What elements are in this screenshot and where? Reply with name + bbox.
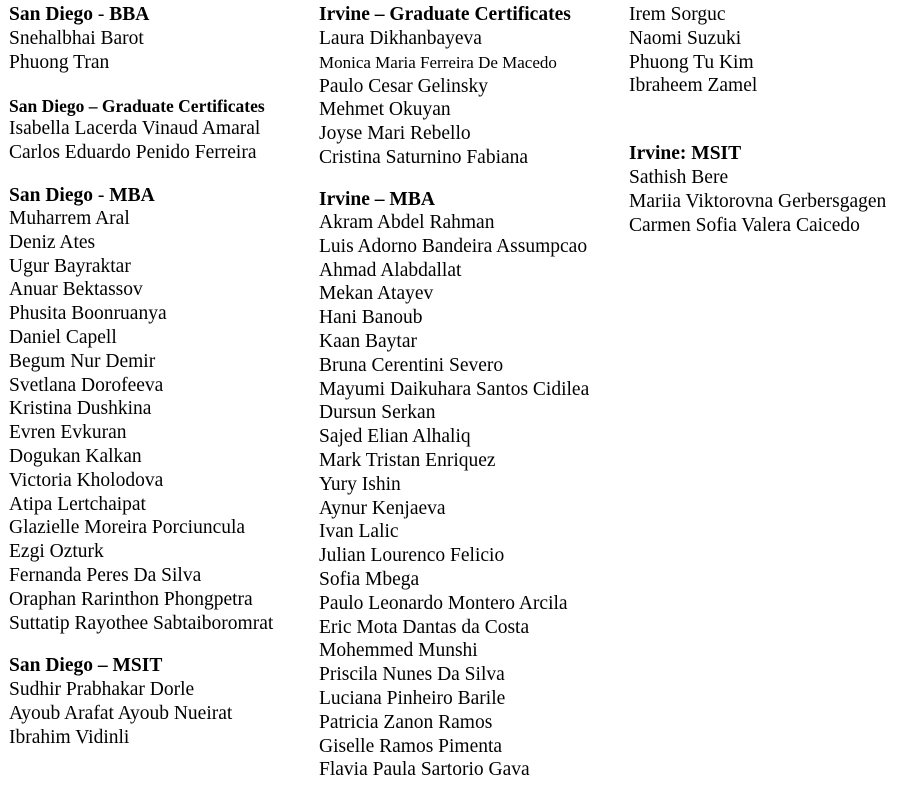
heading-program: Graduate Certificates (101, 96, 265, 116)
heading-program: MBA (109, 185, 155, 206)
graduate-name: Svetlana Dorofeeva (9, 374, 164, 396)
graduate-name: Glazielle Moreira Porciuncula (9, 517, 246, 539)
graduate-name: Mayumi Daikuhara Santos Cidilea (319, 378, 590, 400)
graduate-name: Ezgi Ozturk (9, 541, 104, 563)
graduate-name: Carmen Sofia Valera Caicedo (629, 214, 860, 236)
graduate-name: Atipa Lertchaipat (9, 493, 146, 515)
section-heading (319, 3, 571, 27)
graduate-name: Phuong Tran (9, 51, 110, 73)
graduate-name: Mekan Atayev (319, 283, 434, 305)
section-heading (9, 184, 155, 208)
graduate-name: Mehmet Okuyan (319, 99, 451, 121)
graduate-name: Eric Mota Dantas da Costa (319, 616, 530, 638)
graduate-name: Paulo Leonardo Montero Arcila (319, 592, 568, 614)
graduate-name: Hani Banoub (319, 307, 423, 329)
graduate-name: Sofia Mbega (319, 569, 420, 590)
graduate-name: Mohemmed Munshi (319, 640, 478, 662)
heading-program: MBA (389, 189, 435, 210)
graduate-name: Muharrem Aral (9, 208, 130, 229)
heading-campus: San Diego (9, 185, 93, 206)
graduate-name: Joyse Mari Rebello (319, 123, 471, 145)
heading-separator: – (369, 4, 390, 25)
graduate-name: Priscila Nunes Da Silva (319, 664, 505, 686)
graduate-name: Ugur Bayraktar (9, 255, 131, 277)
graduate-name: Patricia Zanon Ramos (319, 711, 493, 733)
graduate-name: Phuong Tu Kim (629, 51, 754, 73)
graduate-name: Begum Nur Demir (9, 350, 156, 372)
graduate-name: Monica Maria Ferreira De Macedo (319, 52, 557, 72)
graduate-name: Snehalbhai Barot (9, 28, 144, 49)
graduate-name: Victoria Kholodova (9, 469, 164, 491)
heading-separator: - (92, 4, 110, 25)
graduate-name: Sajed Elian Alhaliq (319, 426, 471, 448)
section-heading (9, 94, 265, 118)
graduate-name: Cristina Saturnino Fabiana (319, 147, 529, 168)
graduate-name: Sudhir Prabhakar Dorle (9, 679, 195, 700)
heading-program: MSIT (112, 655, 163, 676)
heading-campus: San Diego (9, 4, 93, 25)
heading-program: MSIT (691, 143, 742, 164)
graduate-name: Akram Abdel Rahman (319, 212, 495, 233)
graduate-name: Phusita Boonruanya (9, 303, 167, 325)
heading-campus: San Diego (9, 96, 85, 116)
graduate-name: Luciana Pinheiro Barile (319, 688, 506, 709)
graduate-name: Yury Ishin (319, 473, 401, 495)
graduate-name: Flavia Paula Sartorio Gava (319, 759, 530, 781)
section-heading (9, 654, 162, 678)
graduate-name: Ivan Lalic (319, 521, 399, 543)
graduate-name: Dursun Serkan (319, 402, 436, 424)
heading-separator: : (679, 143, 692, 164)
graduate-name: Paulo Cesar Gelinsky (319, 75, 488, 97)
graduate-name: Mark Tristan Enriquez (319, 450, 496, 471)
graduate-name: Laura Dikhanbayeva (319, 28, 482, 49)
graduate-name: Ahmad Alabdallat (319, 259, 462, 281)
section-heading (9, 3, 149, 27)
graduate-name: Fernanda Peres Da Silva (9, 565, 202, 586)
graduate-name: Julian Lourenco Felicio (319, 545, 505, 567)
heading-campus: Irvine (319, 4, 370, 25)
heading-program: BBA (109, 4, 150, 25)
graduate-name: Luis Adorno Bandeira Assumpcao (319, 235, 588, 257)
heading-campus: Irvine (319, 189, 370, 210)
graduate-name: Giselle Ramos Pimenta (319, 735, 503, 757)
section-heading (629, 142, 741, 166)
graduate-name: Kaan Baytar (319, 331, 417, 352)
graduate-name: Evren Evkuran (9, 422, 127, 444)
section-heading (319, 188, 435, 212)
graduate-name: Ibraheem Zamel (629, 75, 758, 97)
graduate-name: Oraphan Rarinthon Phongpetra (9, 588, 253, 610)
heading-campus: San Diego (9, 655, 93, 676)
graduate-name: Aynur Kenjaeva (319, 497, 446, 519)
graduate-name: Dogukan Kalkan (9, 446, 142, 467)
graduate-name: Anuar Bektassov (9, 279, 143, 301)
graduate-name: Carlos Eduardo Penido Ferreira (9, 141, 257, 163)
graduate-name: Naomi Suzuki (629, 27, 742, 49)
graduate-name: Daniel Capell (9, 327, 117, 348)
heading-separator: – (84, 96, 102, 116)
heading-separator: - (92, 185, 110, 206)
graduate-name: Ibrahim Vidinli (9, 726, 130, 748)
heading-separator: – (92, 655, 113, 676)
graduate-name: Deniz Ates (9, 231, 96, 253)
graduate-name: Irem Sorguc (629, 4, 726, 25)
graduate-name: Suttatip Rayothee Sabtaiboromrat (9, 612, 274, 634)
heading-program: Graduate Certificates (389, 4, 571, 25)
graduate-name: Kristina Dushkina (9, 398, 152, 420)
graduate-name: Sathish Bere (629, 167, 729, 188)
graduate-name: Isabella Lacerda Vinaud Amaral (9, 118, 261, 139)
graduate-name: Bruna Cerentini Severo (319, 354, 504, 376)
heading-campus: Irvine (629, 143, 680, 164)
graduate-name: Ayoub Arafat Ayoub Nueirat (9, 702, 233, 724)
heading-separator: – (369, 189, 390, 210)
graduate-name: Mariia Viktorovna Gerbersgagen (629, 190, 887, 212)
